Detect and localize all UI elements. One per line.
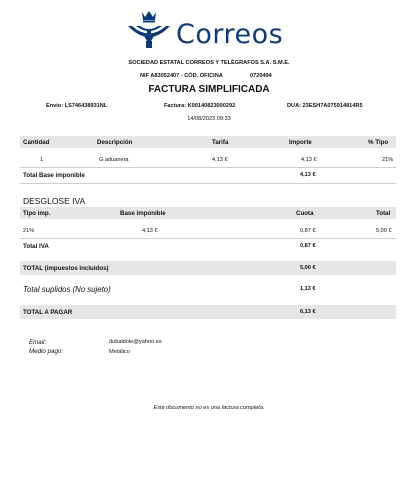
company-name: SOCIEDAD ESTATAL CORREOS Y TELÉGRAFOS S.A. S.M.E. xyxy=(128,60,290,66)
email-value: dubaldole@yahoo.es xyxy=(109,339,162,345)
col-tarifa: Tarifa xyxy=(212,139,229,146)
item-importe: 4,13 € xyxy=(301,157,317,163)
envio-number: Envío: LS746438931NL xyxy=(46,103,108,109)
iva-total: 5,00 € xyxy=(376,228,392,234)
pagar-label: TOTAL A PAGAR xyxy=(23,309,73,316)
item-tarifa: 4,13 € xyxy=(212,157,228,163)
factura-number: Factura: K00140823000292 xyxy=(164,103,236,109)
pagar-value: 6,13 € xyxy=(300,309,316,315)
divider xyxy=(20,238,396,239)
col-cantidad: Cantidad xyxy=(23,139,50,146)
iva-base: 4,13 € xyxy=(142,228,158,234)
col-descripcion: Descripción xyxy=(97,139,133,146)
col-tipo: % Tipo xyxy=(368,139,389,146)
total-base-value: 4,13 € xyxy=(300,172,316,178)
col-importe: Importe xyxy=(289,139,312,146)
pago-label: Medio pago: xyxy=(29,348,64,355)
pagar-bar xyxy=(20,305,396,319)
iva-title: DESGLOSE IVA xyxy=(23,196,86,206)
total-iva-label: Total IVA xyxy=(23,243,49,250)
total-label: TOTAL (impuestos incluidos) xyxy=(23,265,109,272)
correos-logo xyxy=(124,8,294,54)
iva-tipo: 21% xyxy=(23,228,35,234)
col-total: Total xyxy=(376,210,391,217)
crown-horn-icon xyxy=(124,8,174,54)
item-tipo: 21% xyxy=(382,157,394,163)
total-base-label: Total Base imponible xyxy=(23,172,85,179)
items-header-bar xyxy=(20,136,396,148)
item-descripcion: G aduanera xyxy=(99,157,129,163)
col-base-imponible: Base imponible xyxy=(120,210,166,217)
iva-header-bar xyxy=(20,207,396,219)
nif-text: NIF A83052407 - CÓD. OFICINA xyxy=(140,73,223,79)
brand-name: Correos xyxy=(176,19,284,50)
pago-value: Metálico xyxy=(109,349,130,355)
divider xyxy=(20,183,396,184)
item-cantidad: 1 xyxy=(40,157,44,163)
total-value: 5,00 € xyxy=(300,265,316,271)
iva-cuota: 0,87 € xyxy=(300,228,316,234)
email-label: Email: xyxy=(29,339,47,346)
invoice-title: FACTURA SIMPLIFICADA xyxy=(148,84,270,95)
col-cuota: Cuota xyxy=(296,210,314,217)
footer-note: Este documento no es una factura completa. xyxy=(153,405,265,411)
invoice-datetime: 14/08/2023 09:33 xyxy=(187,116,231,122)
col-tipo-imp: Tipo imp. xyxy=(23,210,51,217)
total-iva-value: 0,87 € xyxy=(300,243,316,249)
suplidos-label: Total suplidos (No sujeto) xyxy=(23,285,111,294)
office-code: 0720494 xyxy=(250,73,272,79)
divider xyxy=(20,167,396,168)
suplidos-value: 1,13 € xyxy=(300,286,316,292)
dua-number: DUA: 23ESH7A075914814R5 xyxy=(287,103,363,109)
